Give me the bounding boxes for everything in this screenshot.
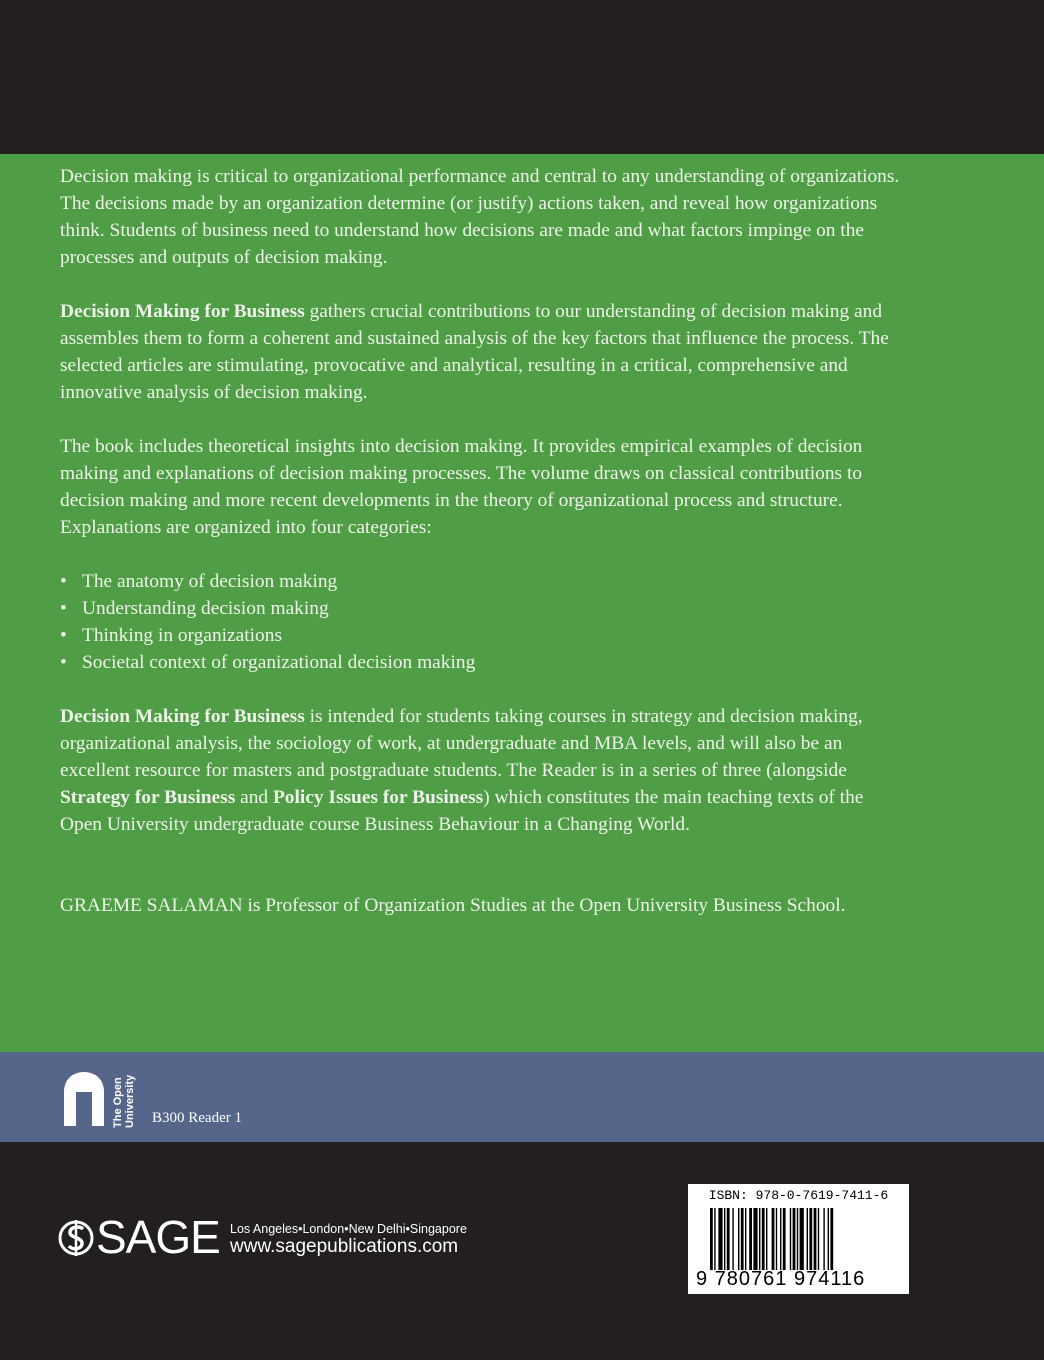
barcode-digits: 9 780761 974116 — [696, 1268, 866, 1290]
author-bio: GRAEME SALAMAN is Professor of Organization Studies at the Open University Business School. — [60, 895, 846, 916]
and-text: and — [235, 787, 273, 808]
summary-paragraph — [60, 298, 900, 406]
course-code: B300 Reader 1 — [152, 1110, 242, 1126]
publisher-band — [0, 1052, 1044, 1142]
series-title: Strategy for Business — [60, 787, 236, 808]
isbn-label: ISBN: 978-0-7619-7411-6 — [708, 1188, 889, 1203]
barcode-bars — [710, 1208, 898, 1270]
isbn-barcode — [688, 1184, 909, 1294]
list-item: • Understanding decision making — [60, 595, 900, 622]
sage-cities: Los Angeles•London•New Delhi•Singapore — [230, 1222, 467, 1236]
list-item: • The anatomy of decision making — [60, 568, 900, 595]
sage-url: www.sagepublications.com — [230, 1236, 459, 1257]
summary-text: gathers crucial contributions to our understanding of decision making and assembles them to form a coherent and sustained analysis of the key factors that influence the process. The selected articles are stimulating, provocative and analytical, resulting in a critical, comprehensive and innovative analysis of decision making. — [60, 301, 889, 403]
category-list — [60, 568, 900, 676]
audience-paragraph — [60, 703, 900, 838]
list-item: • Societal context of organizational decision making — [60, 649, 900, 676]
sage-logo-icon — [58, 1215, 94, 1261]
content-paragraph: The book includes theoretical insights into decision making. It provides empirical examples of decision making and explanations of decision making processes. The volume draws on classical contributions to decision making and more recent developments in the theory of organizational process and structure. Explanations are organized into four categories: — [60, 436, 863, 538]
back-cover-text — [60, 163, 900, 946]
open-university-name: The Open University — [112, 1074, 136, 1128]
open-university-logo-icon — [62, 1070, 106, 1128]
top-band — [0, 0, 1044, 154]
list-item: • Thinking in organizations — [60, 622, 900, 649]
series-title: Policy Issues for Business — [272, 787, 484, 808]
book-title: Decision Making for Business — [60, 301, 305, 322]
intro-paragraph: Decision making is critical to organizational performance and central to any understanding of organizations. The decisions made by an organization determine (or justify) actions taken, and reveal how organizations think. Students of business need to understand how decisions are made and what factors impinge on the processes and outputs of decision making. — [60, 166, 900, 268]
audience-text: is intended for students taking courses in strategy and decision making, organizational analysis, the sociology of work, at undergraduate and MBA levels, and will also be an excellent resource for masters and postgraduate students. The Reader is in a series of three (alongside — [60, 706, 863, 781]
course-text: ) which constitutes the main teaching texts of the Open University undergraduate course Business Behaviour in a Changing World. — [60, 787, 864, 835]
book-title: Decision Making for Business — [60, 706, 305, 727]
sage-wordmark: SAGE — [96, 1211, 220, 1263]
